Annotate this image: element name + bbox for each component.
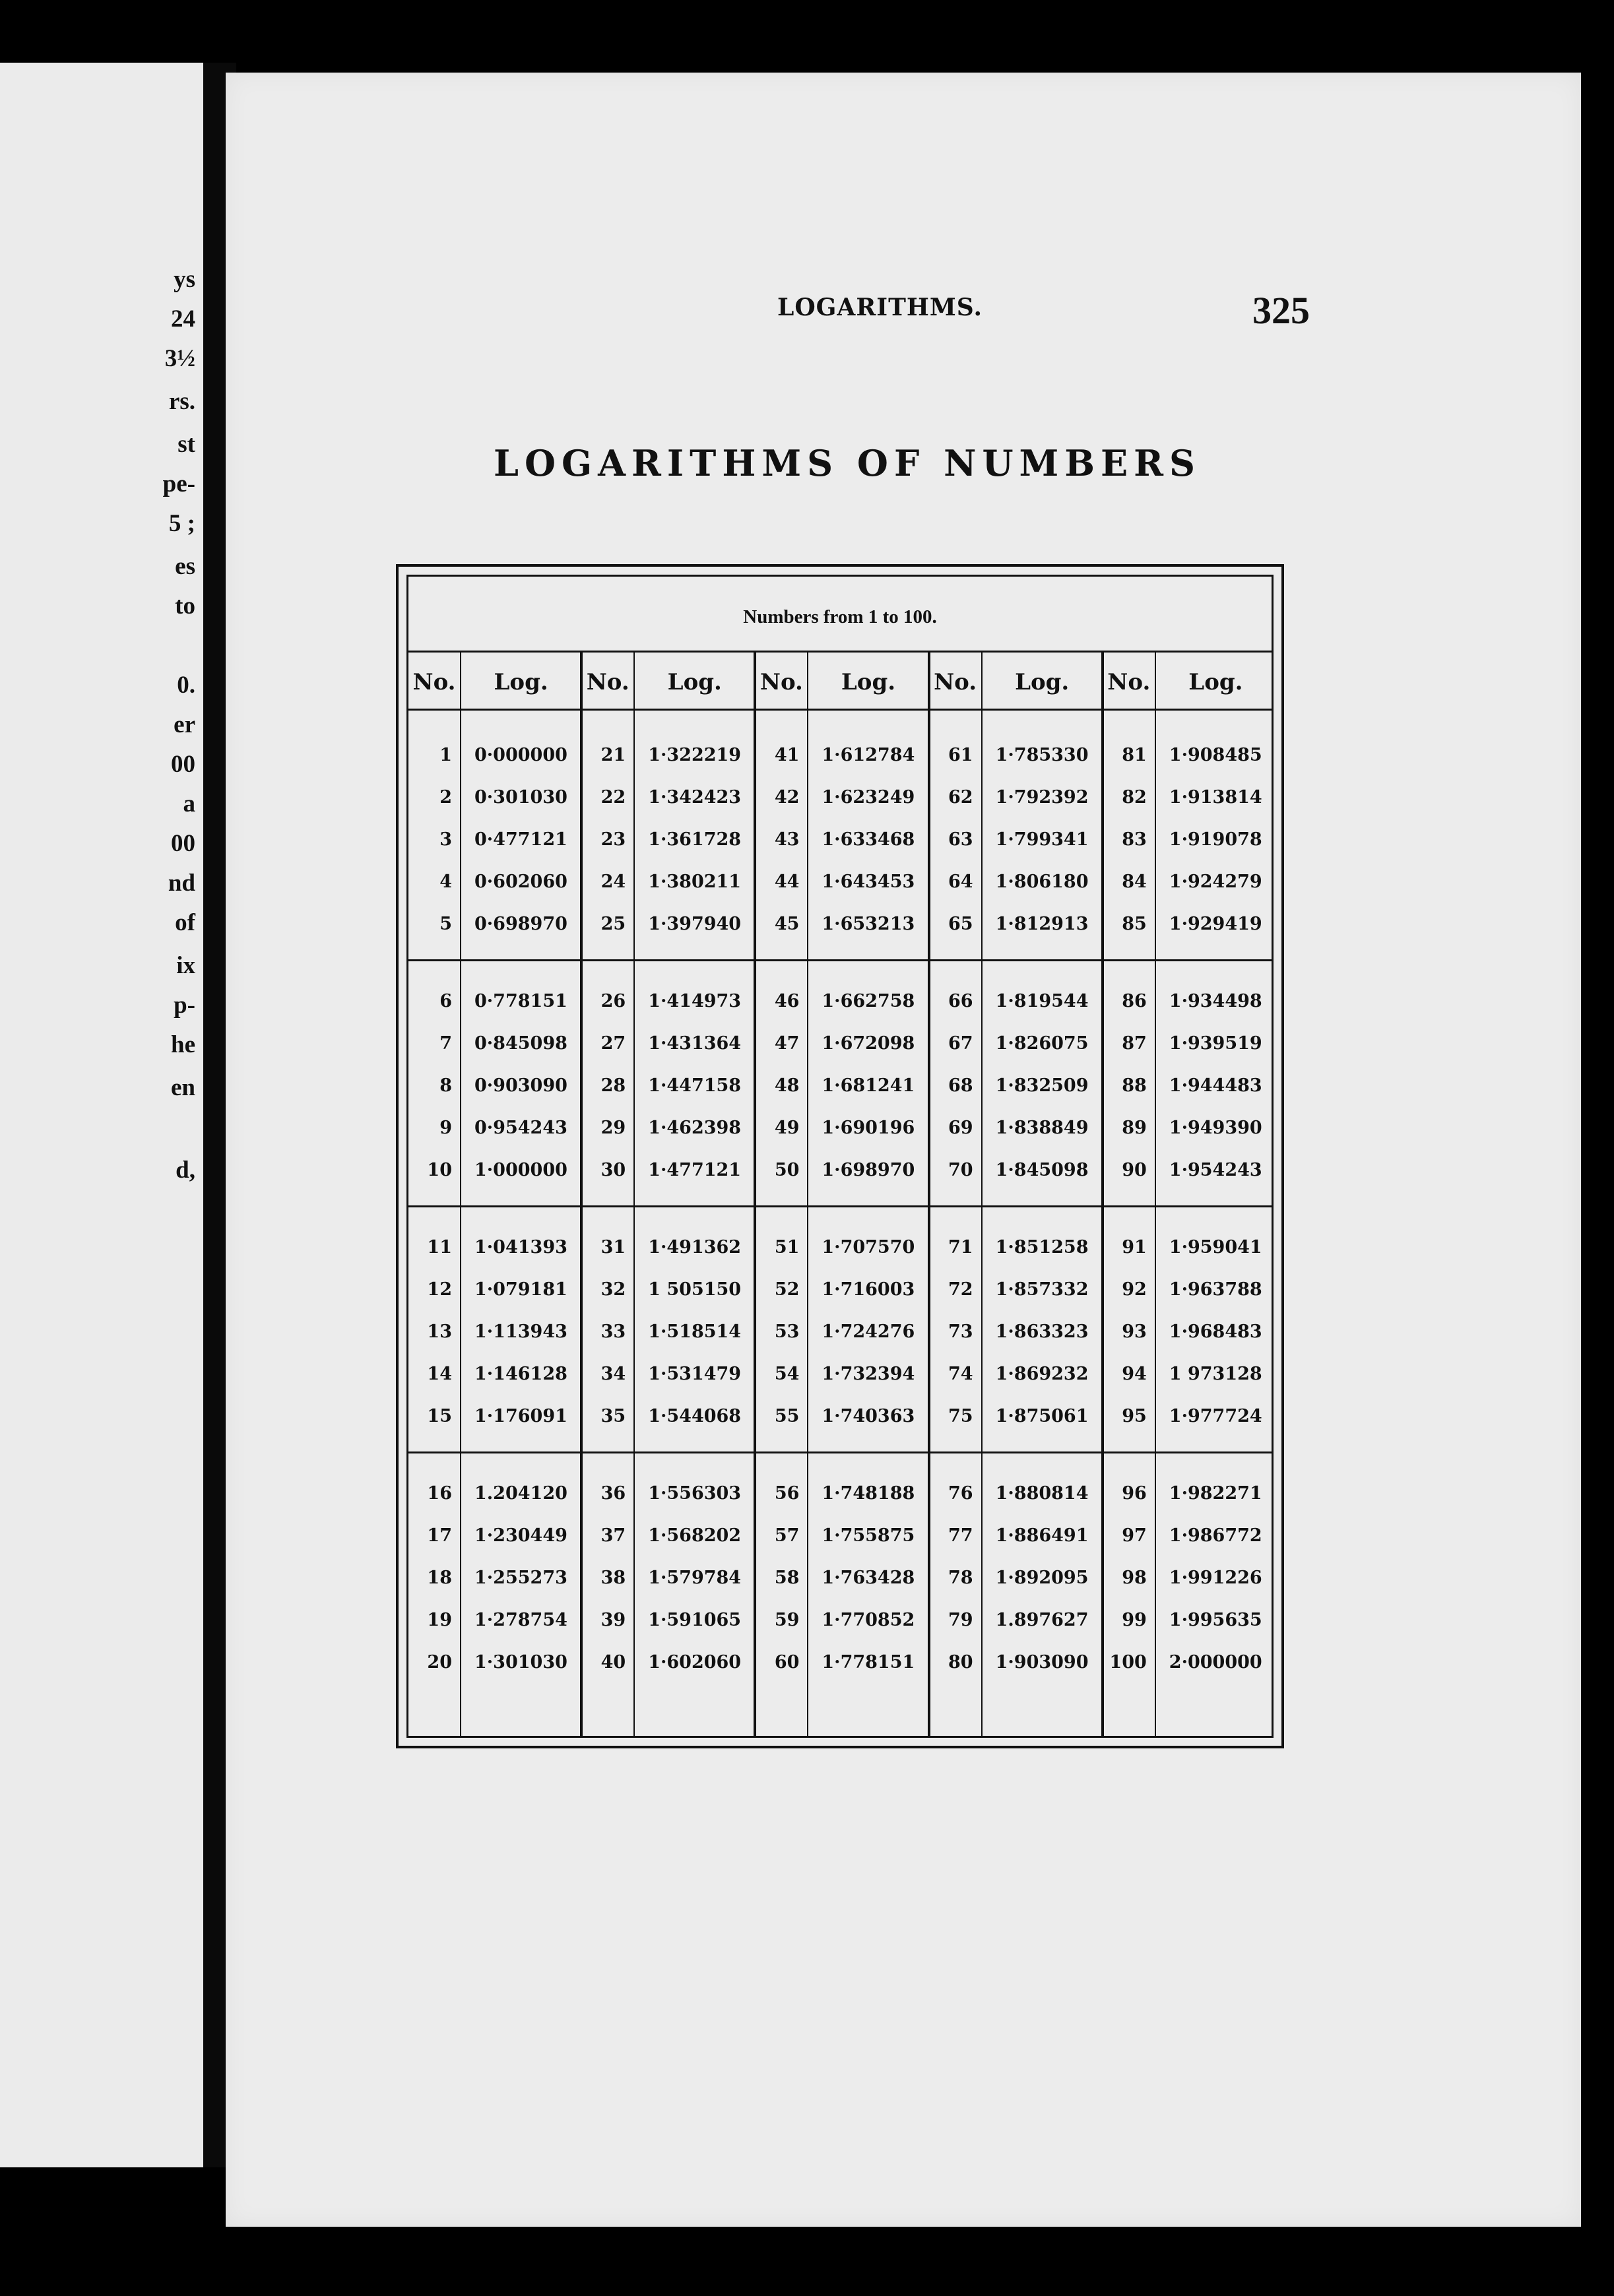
table-cell-number: 50: [774, 1160, 800, 1180]
table-cell-log: 1·812913: [995, 914, 1089, 934]
column-header-no: No.: [412, 669, 456, 695]
table-cell-log: 1·924279: [1169, 872, 1262, 892]
table-cell-log: 1·041393: [474, 1237, 567, 1258]
table-cell-log: 1·681241: [822, 1075, 915, 1096]
table-cell-log: 1·886491: [995, 1525, 1089, 1546]
table-cell-log: 0·602060: [474, 872, 567, 892]
table-cell-log: 1·934498: [1169, 991, 1262, 1011]
table-cell-number: 33: [600, 1322, 626, 1342]
table-cell-number: 13: [427, 1322, 452, 1342]
table-cell-number: 72: [948, 1279, 973, 1300]
column-header-log: Log.: [494, 669, 548, 695]
table-cell-log: 0·845098: [474, 1033, 567, 1054]
column-header-log: Log.: [841, 669, 896, 695]
table-cell-number: 80: [948, 1652, 973, 1673]
table-cell-number: 14: [427, 1364, 452, 1384]
table-cell-number: 73: [948, 1322, 973, 1342]
table-cell-log: 0·778151: [474, 991, 567, 1011]
left-page-text-fragment: of: [175, 909, 195, 936]
table-cell-log: 1·982271: [1169, 1483, 1262, 1504]
table-cell-number: 97: [1122, 1525, 1147, 1546]
table-cell-log: 1·857332: [995, 1279, 1089, 1300]
table-cell-number: 85: [1122, 914, 1147, 934]
table-cell-log: 1·929419: [1169, 914, 1262, 934]
table-cell-log: 1·146128: [474, 1364, 567, 1384]
table-cell-log: 1·851258: [995, 1237, 1089, 1258]
table-cell-log: 1·322219: [648, 745, 742, 765]
block-separator: [408, 1205, 1272, 1207]
table-cell-log: 1·672098: [822, 1033, 915, 1054]
table-cell-number: 3: [439, 829, 452, 850]
table-cell-log: 1·875061: [995, 1406, 1089, 1426]
left-page-text-fragment: p-: [174, 992, 195, 1019]
table-cell-log: 1·968483: [1169, 1322, 1262, 1342]
table-cell-log: 1·518514: [648, 1322, 742, 1342]
table-cell-log: 1·959041: [1169, 1237, 1262, 1258]
left-page-text-fragment: ix: [176, 952, 195, 979]
table-cell-log: 1·662758: [822, 991, 915, 1011]
table-cell-log: 1·531479: [648, 1364, 742, 1384]
table-cell-number: 4: [439, 872, 452, 892]
table-cell-number: 15: [427, 1406, 452, 1426]
table-cell-log: 1·963788: [1169, 1279, 1262, 1300]
table-cell-log: 1·806180: [995, 872, 1089, 892]
table-cell-number: 89: [1122, 1118, 1147, 1138]
table-cell-number: 27: [600, 1033, 626, 1054]
left-page-text-fragment: es: [175, 553, 195, 580]
table-cell-number: 43: [774, 829, 800, 850]
table-cell-number: 87: [1122, 1033, 1147, 1054]
table-cell-log: 1·591065: [648, 1610, 742, 1630]
table-cell-number: 20: [427, 1652, 452, 1673]
table-cell-log: 1·755875: [822, 1525, 915, 1546]
table-cell-number: 60: [774, 1652, 800, 1673]
table-cell-log: 1·544068: [648, 1406, 742, 1426]
table-cell-number: 17: [427, 1525, 452, 1546]
table-caption: Numbers from 1 to 100.: [743, 606, 937, 627]
table-cell-log: 1·908485: [1169, 745, 1262, 765]
logarithm-table-inner-frame: [406, 575, 1274, 1738]
table-cell-log: 1·698970: [822, 1160, 915, 1180]
table-cell-number: 38: [600, 1568, 626, 1588]
table-cell-number: 36: [600, 1483, 626, 1504]
table-cell-log: 1·954243: [1169, 1160, 1262, 1180]
table-cell-log: 1·949390: [1169, 1118, 1262, 1138]
table-cell-log: 1·612784: [822, 745, 915, 765]
left-page-text-fragment: er: [174, 711, 195, 738]
table-cell-log: 1·845098: [995, 1160, 1089, 1180]
left-page-text-fragment: nd: [168, 870, 195, 897]
table-cell-log: 0·954243: [474, 1118, 567, 1138]
table-cell-number: 75: [948, 1406, 973, 1426]
table-cell-number: 83: [1122, 829, 1147, 850]
table-cell-number: 63: [948, 829, 973, 850]
left-page-text-fragment: st: [178, 431, 195, 458]
table-cell-number: 39: [600, 1610, 626, 1630]
table-cell-number: 40: [600, 1652, 626, 1673]
table-cell-log: 1·643453: [822, 872, 915, 892]
table-cell-number: 2: [439, 787, 452, 808]
left-page-text-fragment: en: [171, 1074, 195, 1101]
table-cell-number: 29: [600, 1118, 626, 1138]
left-page-text-fragment: 3½: [164, 345, 195, 372]
table-cell-log: 1·414973: [648, 991, 742, 1011]
table-cell-number: 62: [948, 787, 973, 808]
column-rule: [460, 651, 461, 1736]
column-header-log: Log.: [1015, 669, 1070, 695]
table-cell-log: 1·977724: [1169, 1406, 1262, 1426]
table-cell-log: 1·763428: [822, 1568, 915, 1588]
table-cell-number: 5: [439, 914, 452, 934]
left-page-text-fragment: d,: [176, 1157, 195, 1184]
table-cell-log: 1·623249: [822, 787, 915, 808]
table-cell-log: 1.204120: [474, 1483, 567, 1504]
table-cell-number: 25: [600, 914, 626, 934]
column-header-no: No.: [1107, 669, 1151, 695]
table-cell-number: 91: [1122, 1237, 1147, 1258]
table-cell-number: 28: [600, 1075, 626, 1096]
table-cell-log: 1·869232: [995, 1364, 1089, 1384]
table-cell-number: 69: [948, 1118, 973, 1138]
table-cell-number: 92: [1122, 1279, 1147, 1300]
table-cell-log: 1·633468: [822, 829, 915, 850]
table-cell-log: 1·986772: [1169, 1525, 1262, 1546]
table-caption-row: [408, 577, 1272, 653]
table-cell-number: 70: [948, 1160, 973, 1180]
table-cell-log: 1·397940: [648, 914, 742, 934]
table-cell-number: 59: [774, 1610, 800, 1630]
left-page-text-fragment: rs.: [168, 388, 195, 415]
left-page-text-fragment: 00: [171, 751, 195, 778]
table-cell-log: 0·903090: [474, 1075, 567, 1096]
table-cell-log: 1·832509: [995, 1075, 1089, 1096]
table-cell-number: 48: [774, 1075, 800, 1096]
table-cell-log: 1·939519: [1169, 1033, 1262, 1054]
table-cell-log: 1·995635: [1169, 1610, 1262, 1630]
table-cell-log: 1·230449: [474, 1525, 567, 1546]
column-header-log: Log.: [667, 669, 722, 695]
block-separator: [408, 1451, 1272, 1453]
table-cell-number: 79: [948, 1610, 973, 1630]
page-number: 325: [1252, 289, 1310, 332]
table-cell-number: 8: [439, 1075, 452, 1096]
left-page-text-fragment: 24: [171, 305, 195, 333]
table-cell-number: 42: [774, 787, 800, 808]
table-cell-log: 1·431364: [648, 1033, 742, 1054]
table-cell-number: 53: [774, 1322, 800, 1342]
table-cell-number: 66: [948, 991, 973, 1011]
table-cell-log: 1·838849: [995, 1118, 1089, 1138]
table-cell-log: 2·000000: [1169, 1652, 1262, 1673]
table-cell-number: 35: [600, 1406, 626, 1426]
left-page-text-fragment: to: [175, 592, 195, 620]
table-cell-number: 7: [439, 1033, 452, 1054]
table-cell-log: 1·778151: [822, 1652, 915, 1673]
table-cell-number: 76: [948, 1483, 973, 1504]
table-cell-number: 90: [1122, 1160, 1147, 1180]
table-cell-log: 1·903090: [995, 1652, 1089, 1673]
table-cell-number: 46: [774, 991, 800, 1011]
table-cell-number: 44: [774, 872, 800, 892]
left-page-text-fragment: 5 ;: [168, 510, 195, 537]
table-cell-log: 1 973128: [1169, 1364, 1262, 1384]
table-cell-number: 30: [600, 1160, 626, 1180]
left-page-text-fragment: a: [183, 790, 195, 817]
table-cell-log: 1·880814: [995, 1483, 1089, 1504]
table-cell-number: 51: [774, 1237, 800, 1258]
table-cell-log: 1·255273: [474, 1568, 567, 1588]
table-cell-log: 1 505150: [648, 1279, 742, 1300]
table-cell-log: 1·301030: [474, 1652, 567, 1673]
table-cell-log: 1·799341: [995, 829, 1089, 850]
table-cell-number: 23: [600, 829, 626, 850]
column-rule: [981, 651, 983, 1736]
table-cell-number: 37: [600, 1525, 626, 1546]
table-cell-number: 81: [1122, 745, 1147, 765]
table-cell-number: 99: [1122, 1610, 1147, 1630]
table-cell-number: 6: [439, 991, 452, 1011]
column-header-no: No.: [586, 669, 629, 695]
table-cell-number: 19: [427, 1610, 452, 1630]
table-cell-number: 68: [948, 1075, 973, 1096]
table-cell-number: 11: [427, 1237, 452, 1258]
column-header-no: No.: [759, 669, 803, 695]
running-head: LOGARITHMS.: [777, 294, 983, 321]
table-cell-log: 1·579784: [648, 1568, 742, 1588]
column-header-no: No.: [934, 669, 977, 695]
table-cell-number: 82: [1122, 787, 1147, 808]
table-cell-log: 1·380211: [648, 872, 742, 892]
table-cell-log: 1·113943: [474, 1322, 567, 1342]
left-page-text-fragment: pe-: [162, 470, 195, 497]
table-cell-number: 65: [948, 914, 973, 934]
table-cell-number: 67: [948, 1033, 973, 1054]
table-cell-log: 0·301030: [474, 787, 567, 808]
table-cell-number: 93: [1122, 1322, 1147, 1342]
table-cell-number: 18: [427, 1568, 452, 1588]
table-cell-number: 9: [439, 1118, 452, 1138]
table-cell-number: 58: [774, 1568, 800, 1588]
table-cell-log: 1·690196: [822, 1118, 915, 1138]
table-cell-number: 45: [774, 914, 800, 934]
header-rule: [408, 709, 1272, 711]
table-cell-log: 1·491362: [648, 1237, 742, 1258]
left-page-text-fragment: he: [171, 1031, 195, 1058]
table-cell-log: 1·361728: [648, 829, 742, 850]
table-cell-number: 10: [427, 1160, 452, 1180]
table-cell-log: 1·447158: [648, 1075, 742, 1096]
table-cell-log: 1·079181: [474, 1279, 567, 1300]
table-cell-number: 47: [774, 1033, 800, 1054]
table-cell-log: 1·913814: [1169, 787, 1262, 808]
table-cell-log: 1·707570: [822, 1237, 915, 1258]
table-cell-number: 56: [774, 1483, 800, 1504]
table-cell-number: 21: [600, 745, 626, 765]
table-cell-log: 1·716003: [822, 1279, 915, 1300]
table-cell-log: 1·568202: [648, 1525, 742, 1546]
table-cell-log: 0·698970: [474, 914, 567, 934]
table-cell-log: 1·176091: [474, 1406, 567, 1426]
table-cell-number: 57: [774, 1525, 800, 1546]
table-cell-number: 54: [774, 1364, 800, 1384]
table-cell-log: 1·770852: [822, 1610, 915, 1630]
table-cell-log: 1·653213: [822, 914, 915, 934]
table-cell-number: 55: [774, 1406, 800, 1426]
table-cell-number: 95: [1122, 1406, 1147, 1426]
table-cell-log: 1·462398: [648, 1118, 742, 1138]
table-cell-number: 98: [1122, 1568, 1147, 1588]
table-cell-log: 1·819544: [995, 991, 1089, 1011]
table-cell-log: 1·602060: [648, 1652, 742, 1673]
table-cell-number: 24: [600, 872, 626, 892]
table-cell-log: 0·477121: [474, 829, 567, 850]
table-cell-number: 12: [427, 1279, 452, 1300]
table-cell-log: 1·863323: [995, 1322, 1089, 1342]
table-cell-number: 49: [774, 1118, 800, 1138]
logarithm-table: [396, 564, 1284, 1748]
table-cell-number: 16: [427, 1483, 452, 1504]
table-cell-number: 88: [1122, 1075, 1147, 1096]
table-cell-log: 1·792392: [995, 787, 1089, 808]
table-cell-number: 32: [600, 1279, 626, 1300]
table-cell-log: 1·477121: [648, 1160, 742, 1180]
table-cell-log: 1·342423: [648, 787, 742, 808]
table-cell-number: 61: [948, 745, 973, 765]
table-cell-log: 1·556303: [648, 1483, 742, 1504]
table-cell-number: 100: [1109, 1652, 1147, 1673]
table-cell-log: 0·000000: [474, 745, 567, 765]
table-cell-log: 1·724276: [822, 1322, 915, 1342]
table-cell-number: 52: [774, 1279, 800, 1300]
column-rule: [633, 651, 635, 1736]
table-cell-log: 1·826075: [995, 1033, 1089, 1054]
column-rule: [807, 651, 808, 1736]
table-cell-log: 1·785330: [995, 745, 1089, 765]
block-separator: [408, 959, 1272, 961]
table-cell-number: 78: [948, 1568, 973, 1588]
left-page-text-fragment: ys: [174, 266, 195, 293]
page-title: LOGARITHMS OF NUMBERS: [494, 442, 1202, 484]
table-cell-number: 1: [439, 745, 452, 765]
table-cell-log: 1·732394: [822, 1364, 915, 1384]
table-cell-log: 1·000000: [474, 1160, 567, 1180]
table-cell-log: 1·944483: [1169, 1075, 1262, 1096]
table-cell-number: 96: [1122, 1483, 1147, 1504]
column-rule: [1155, 651, 1156, 1736]
table-cell-number: 74: [948, 1364, 973, 1384]
table-cell-number: 94: [1122, 1364, 1147, 1384]
table-cell-number: 64: [948, 872, 973, 892]
table-cell-number: 86: [1122, 991, 1147, 1011]
table-cell-log: 1·919078: [1169, 829, 1262, 850]
left-page-text-fragment: 0.: [177, 672, 195, 699]
table-cell-log: 1·991226: [1169, 1568, 1262, 1588]
table-cell-number: 34: [600, 1364, 626, 1384]
table-cell-number: 22: [600, 787, 626, 808]
table-cell-log: 1·892095: [995, 1568, 1089, 1588]
table-cell-number: 71: [948, 1237, 973, 1258]
table-cell-number: 84: [1122, 872, 1147, 892]
table-cell-log: 1.897627: [995, 1610, 1089, 1630]
table-cell-log: 1·278754: [474, 1610, 567, 1630]
left-page: [0, 63, 203, 2167]
left-page-text-fragment: 00: [171, 830, 195, 857]
table-cell-log: 1·748188: [822, 1483, 915, 1504]
table-cell-number: 41: [774, 745, 800, 765]
column-header-log: Log.: [1188, 669, 1243, 695]
table-cell-log: 1·740363: [822, 1406, 915, 1426]
table-cell-number: 31: [600, 1237, 626, 1258]
table-cell-number: 26: [600, 991, 626, 1011]
table-cell-number: 77: [948, 1525, 973, 1546]
